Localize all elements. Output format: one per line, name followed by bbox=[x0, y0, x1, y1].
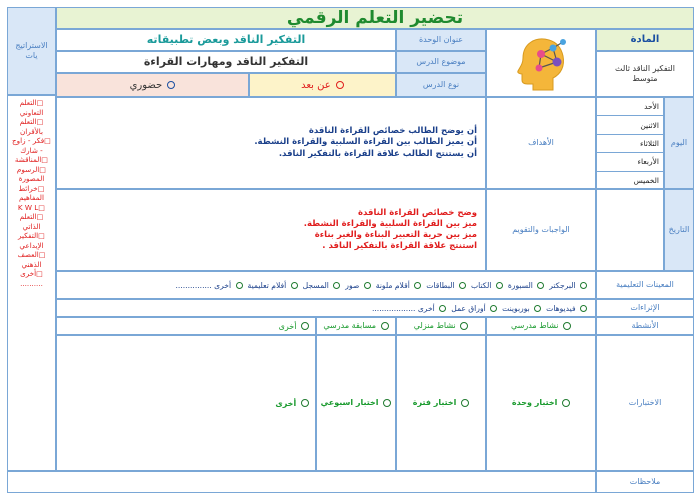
radio-icon[interactable] bbox=[490, 305, 497, 312]
strategy-item[interactable]: □فكر - زاوج - شارك bbox=[12, 136, 51, 155]
option-item[interactable] bbox=[471, 281, 503, 290]
objective-item: أن يستنتج الطالب علاقة القراءة بالتفكير الناقد. bbox=[278, 148, 477, 159]
in-person-option[interactable] bbox=[56, 73, 249, 97]
day-row[interactable]: الأربعاء bbox=[597, 153, 663, 171]
strategy-item[interactable]: □التعلم التعاوني bbox=[19, 98, 44, 117]
day-label-cell bbox=[664, 97, 694, 189]
lesson-type-label-cell bbox=[396, 73, 486, 97]
strategy-item[interactable]: □العصف الذهني bbox=[17, 250, 46, 269]
option-item[interactable] bbox=[372, 304, 446, 313]
radio-icon[interactable] bbox=[580, 282, 587, 289]
activity-3-label: مسابقة مدرسي bbox=[323, 321, 377, 330]
test-1-label: اختبار وحدة bbox=[511, 398, 558, 407]
enrichment-cell bbox=[56, 299, 596, 317]
enrichment-label: الإثراءات bbox=[630, 303, 660, 312]
strategy-item[interactable]: □التفكير الإبداعي bbox=[18, 231, 45, 250]
option-item[interactable] bbox=[546, 304, 587, 313]
page-title: تحضير التعلم الرقمي bbox=[286, 8, 464, 28]
image-cell bbox=[486, 29, 596, 97]
lesson-topic-value: التفكير الناقد ومهارات القراءة bbox=[143, 55, 309, 69]
homework-item: وضح خصائص القراءة الناقدة bbox=[357, 208, 477, 218]
days-cell bbox=[596, 97, 664, 189]
option-label: السبورة bbox=[507, 280, 536, 290]
homework-item: ميز بين حرية التعبير البناءة والغير بناءة bbox=[314, 230, 477, 241]
option-item[interactable] bbox=[376, 281, 422, 290]
test-cell-1[interactable] bbox=[486, 335, 596, 471]
enrichment-label-cell bbox=[596, 299, 694, 317]
day-row[interactable]: الأحد bbox=[597, 98, 663, 116]
option-item[interactable] bbox=[176, 281, 243, 290]
day-row[interactable]: الخميس bbox=[633, 176, 659, 186]
objective-item: أن يميز الطالب بين القراءة السلبية والقراءة النشطة. bbox=[254, 137, 477, 148]
activity-1-label: نشاط مدرسي bbox=[511, 321, 559, 330]
homework-item: ميز بين القراءة السلبية والقراءة النشطة. bbox=[303, 219, 477, 230]
option-label: فيديوهات bbox=[546, 303, 578, 313]
radio-icon[interactable] bbox=[534, 305, 541, 312]
radio-icon[interactable] bbox=[459, 282, 466, 289]
radio-icon[interactable] bbox=[414, 282, 421, 289]
resources-list bbox=[57, 281, 587, 290]
radio-icon[interactable] bbox=[537, 282, 544, 289]
test-4-label: أخرى bbox=[275, 398, 297, 408]
activity-1-radio-icon[interactable] bbox=[563, 322, 571, 330]
strategy-item[interactable]: □التعلم الذاتي bbox=[19, 212, 44, 231]
radio-icon[interactable] bbox=[236, 282, 243, 289]
activity-cell-3[interactable] bbox=[316, 317, 396, 335]
radio-icon[interactable] bbox=[580, 305, 587, 312]
objectives-cell bbox=[56, 97, 486, 189]
subject-value: التفكير الناقد ثالث متوسط bbox=[615, 64, 675, 83]
day-row[interactable]: الاثنين bbox=[597, 116, 663, 134]
homework-label: الواجبات والتقويم bbox=[512, 225, 570, 234]
option-label: أخرى ............... bbox=[175, 280, 234, 290]
option-label: أوراق عمل bbox=[451, 303, 489, 313]
activity-cell-4[interactable] bbox=[56, 317, 316, 335]
strategies-list bbox=[7, 95, 56, 471]
radio-icon[interactable] bbox=[291, 282, 298, 289]
activity-2-radio-icon[interactable] bbox=[460, 322, 468, 330]
option-label: المسجل bbox=[302, 280, 332, 290]
objectives-label-cell bbox=[486, 97, 596, 189]
strategy-item[interactable]: □K W L bbox=[17, 202, 46, 212]
activity-cell-1[interactable] bbox=[486, 317, 596, 335]
radio-icon[interactable] bbox=[439, 305, 446, 312]
option-label: بوربوينت bbox=[502, 303, 533, 313]
strategy-item[interactable]: □خرائط المفاهيم bbox=[18, 183, 45, 202]
activities-label: الأنشطة bbox=[631, 321, 659, 330]
unit-title-label-cell bbox=[396, 29, 486, 51]
strategy-item[interactable]: □المناقشة bbox=[14, 155, 49, 164]
strategy-item[interactable]: □الرسوم المصورة bbox=[16, 164, 47, 183]
lesson-topic-label: موضوع الدرس bbox=[416, 57, 466, 66]
option-item[interactable] bbox=[248, 281, 298, 290]
objective-item: أن يوضح الطالب خصائص القراءة الناقدة bbox=[308, 126, 477, 136]
date-value-cell[interactable] bbox=[596, 189, 664, 271]
strategies-items bbox=[10, 98, 53, 288]
activity-cell-2[interactable] bbox=[396, 317, 486, 335]
option-label: الكتاب bbox=[471, 280, 494, 290]
tests-label: الاختبارات bbox=[628, 398, 662, 407]
option-label: البطاقات bbox=[426, 280, 458, 290]
test-4-radio-icon[interactable] bbox=[301, 399, 309, 407]
strategies-label: الاستراتيج يات bbox=[15, 41, 48, 60]
title-bar bbox=[56, 7, 694, 29]
subject-label: المادة bbox=[630, 33, 660, 45]
option-item[interactable] bbox=[426, 281, 466, 290]
test-3-radio-icon[interactable] bbox=[383, 399, 391, 407]
unit-title-label: عنوان الوحدة bbox=[418, 35, 464, 44]
notes-label-cell bbox=[596, 471, 694, 493]
remote-option[interactable] bbox=[249, 73, 396, 97]
activity-3-radio-icon[interactable] bbox=[381, 322, 389, 330]
strategy-item[interactable]: □أخرى .......... bbox=[20, 269, 43, 288]
subject-value-cell bbox=[596, 51, 694, 97]
unit-title-value-cell bbox=[56, 29, 396, 51]
resources-label: المعينات التعليمية bbox=[616, 280, 674, 289]
option-item[interactable] bbox=[451, 304, 497, 313]
option-label: صور bbox=[345, 280, 362, 290]
test-1-radio-icon[interactable] bbox=[562, 399, 570, 407]
radio-icon[interactable] bbox=[496, 282, 503, 289]
in-person-label: حضوري bbox=[129, 79, 163, 91]
activity-4-label: أخرى bbox=[278, 321, 297, 331]
resources-cell bbox=[56, 271, 596, 299]
remote-radio-icon[interactable] bbox=[336, 81, 344, 89]
homework-list bbox=[65, 208, 477, 252]
strategy-item[interactable]: □التعلم بالأقران bbox=[19, 117, 44, 136]
homework-item: استنتج علاقة القراءة بالتفكير الناقد . bbox=[322, 241, 477, 252]
radio-icon[interactable] bbox=[333, 282, 340, 289]
date-label: التاريخ bbox=[668, 225, 690, 234]
objectives-list bbox=[65, 126, 477, 160]
lesson-type-label: نوع الدرس bbox=[422, 80, 460, 89]
lesson-topic-label-cell bbox=[396, 51, 486, 73]
test-cell-2[interactable] bbox=[396, 335, 486, 471]
option-item[interactable] bbox=[303, 281, 341, 290]
notes-field[interactable] bbox=[7, 471, 596, 493]
test-3-label: اختبار اسبوعي bbox=[320, 398, 379, 407]
days-list bbox=[597, 98, 663, 188]
tests-label-cell bbox=[596, 335, 694, 471]
strategies-header bbox=[7, 7, 56, 95]
activity-4-radio-icon[interactable] bbox=[301, 322, 309, 330]
test-cell-3[interactable] bbox=[316, 335, 396, 471]
activities-label-cell bbox=[596, 317, 694, 335]
notes-label: ملاحظات bbox=[629, 477, 661, 486]
unit-title-value: التفكير الناقد وبعض تطبيقاته bbox=[146, 33, 306, 47]
option-item[interactable] bbox=[508, 281, 544, 290]
activity-2-label: نشاط منزلي bbox=[413, 321, 456, 330]
option-label: أفلام تعليمية bbox=[247, 280, 289, 290]
brain-head-icon bbox=[511, 34, 571, 92]
day-row[interactable]: الثلاثاء bbox=[597, 135, 663, 153]
lesson-topic-value-cell bbox=[56, 51, 396, 73]
day-label: اليوم bbox=[670, 138, 688, 147]
option-item[interactable] bbox=[345, 281, 370, 290]
option-label: أخرى .................. bbox=[371, 303, 438, 313]
objectives-label: الأهداف bbox=[528, 138, 554, 147]
option-item[interactable] bbox=[502, 304, 541, 313]
remote-label: عن بعد bbox=[301, 79, 331, 91]
homework-label-cell bbox=[486, 189, 596, 271]
enrichment-list bbox=[57, 304, 587, 313]
test-2-radio-icon[interactable] bbox=[461, 399, 469, 407]
option-label: أقلام ملونة bbox=[375, 280, 413, 290]
resources-label-cell bbox=[596, 271, 694, 299]
option-label: البرجكتر bbox=[549, 280, 578, 290]
test-cell-4[interactable] bbox=[56, 335, 316, 471]
subject-header bbox=[596, 29, 694, 51]
option-item[interactable] bbox=[549, 281, 587, 290]
in-person-radio-icon[interactable] bbox=[167, 81, 175, 89]
date-label-cell bbox=[664, 189, 694, 271]
radio-icon[interactable] bbox=[364, 282, 371, 289]
homework-cell bbox=[56, 189, 486, 271]
test-2-label: اختبار فترة bbox=[412, 398, 457, 407]
